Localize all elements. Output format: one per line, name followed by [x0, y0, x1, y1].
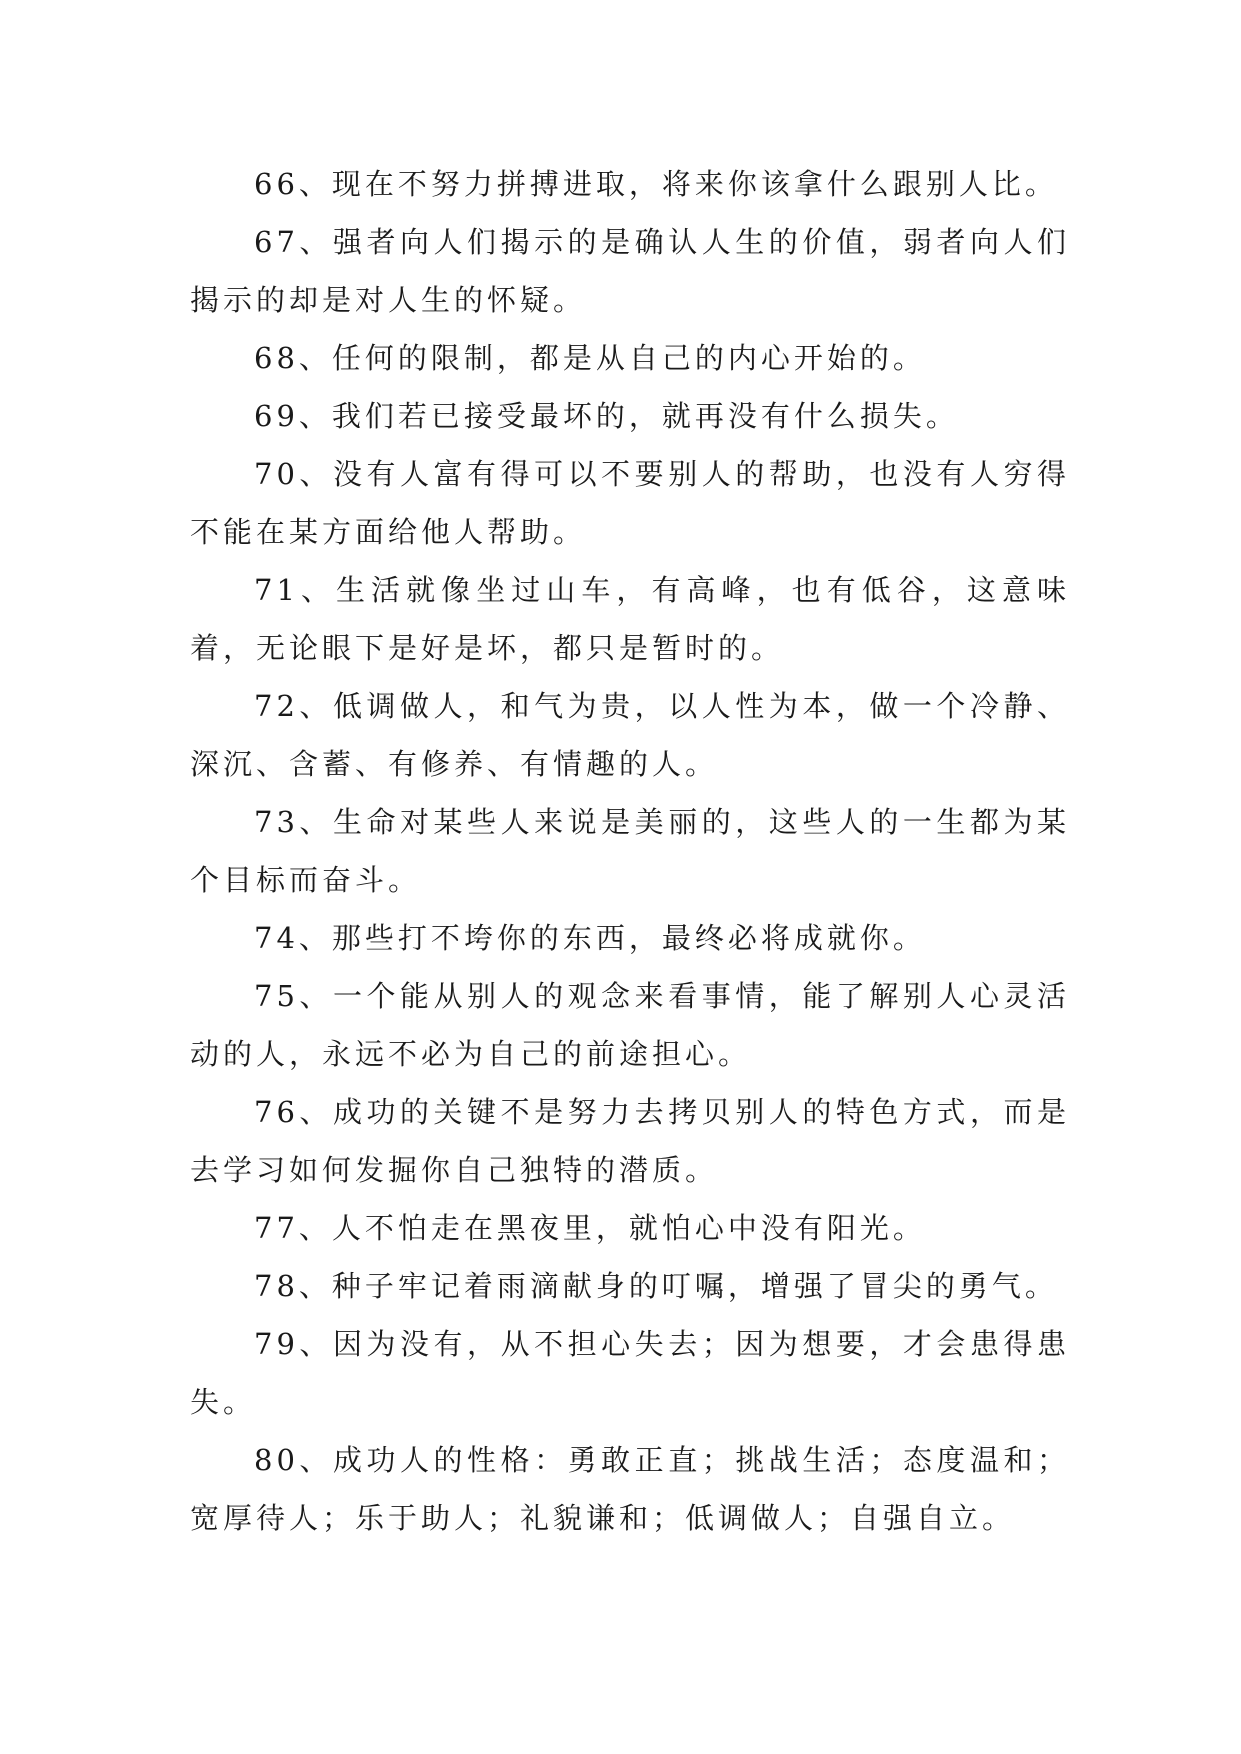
- paragraph-79: 79、因为没有，从不担心失去；因为想要，才会患得患失。: [190, 1327, 1070, 1419]
- paragraph-76: 76、成功的关键不是努力去拷贝别人的特色方式，而是去学习如何发掘你自己独特的潜质。: [190, 1095, 1070, 1187]
- paragraph-75: 75、一个能从别人的观念来看事情，能了解别人心灵活动的人，永远不必为自己的前途担心。: [190, 979, 1070, 1071]
- paragraph-78: 78、种子牢记着雨滴献身的叮嘱，增强了冒尖的勇气。: [254, 1269, 1058, 1303]
- paragraph-71: 71、生活就像坐过山车，有高峰，也有低谷，这意味着，无论眼下是好是坏，都只是暂时的。: [190, 573, 1070, 665]
- paragraph-66: 66、现在不努力拼搏进取，将来你该拿什么跟别人比。: [254, 167, 1058, 201]
- text-column: [190, 155, 1070, 1547]
- paragraph-80: 80、成功人的性格：勇敢正直；挑战生活；态度温和；宽厚待人；乐于助人；礼貌谦和；低调做人；自强自立。: [190, 1443, 1070, 1535]
- paragraph-73: 73、生命对某些人来说是美丽的，这些人的一生都为某个目标而奋斗。: [190, 805, 1070, 897]
- paragraph-69: 69、我们若已接受最坏的，就再没有什么损失。: [254, 399, 959, 433]
- paragraph-72: 72、低调做人，和气为贵，以人性为本，做一个冷静、深沉、含蓄、有修养、有情趣的人。: [190, 689, 1070, 781]
- paragraph-67: 67、强者向人们揭示的是确认人生的价值，弱者向人们揭示的却是对人生的怀疑。: [190, 225, 1070, 317]
- paragraph-70: 70、没有人富有得可以不要别人的帮助，也没有人穷得不能在某方面给他人帮助。: [190, 457, 1070, 549]
- paragraph-74: 74、那些打不垮你的东西，最终必将成就你。: [254, 921, 926, 955]
- paragraph-77: 77、人不怕走在黑夜里，就怕心中没有阳光。: [254, 1211, 926, 1245]
- paragraph-68: 68、任何的限制，都是从自己的内心开始的。: [254, 341, 926, 375]
